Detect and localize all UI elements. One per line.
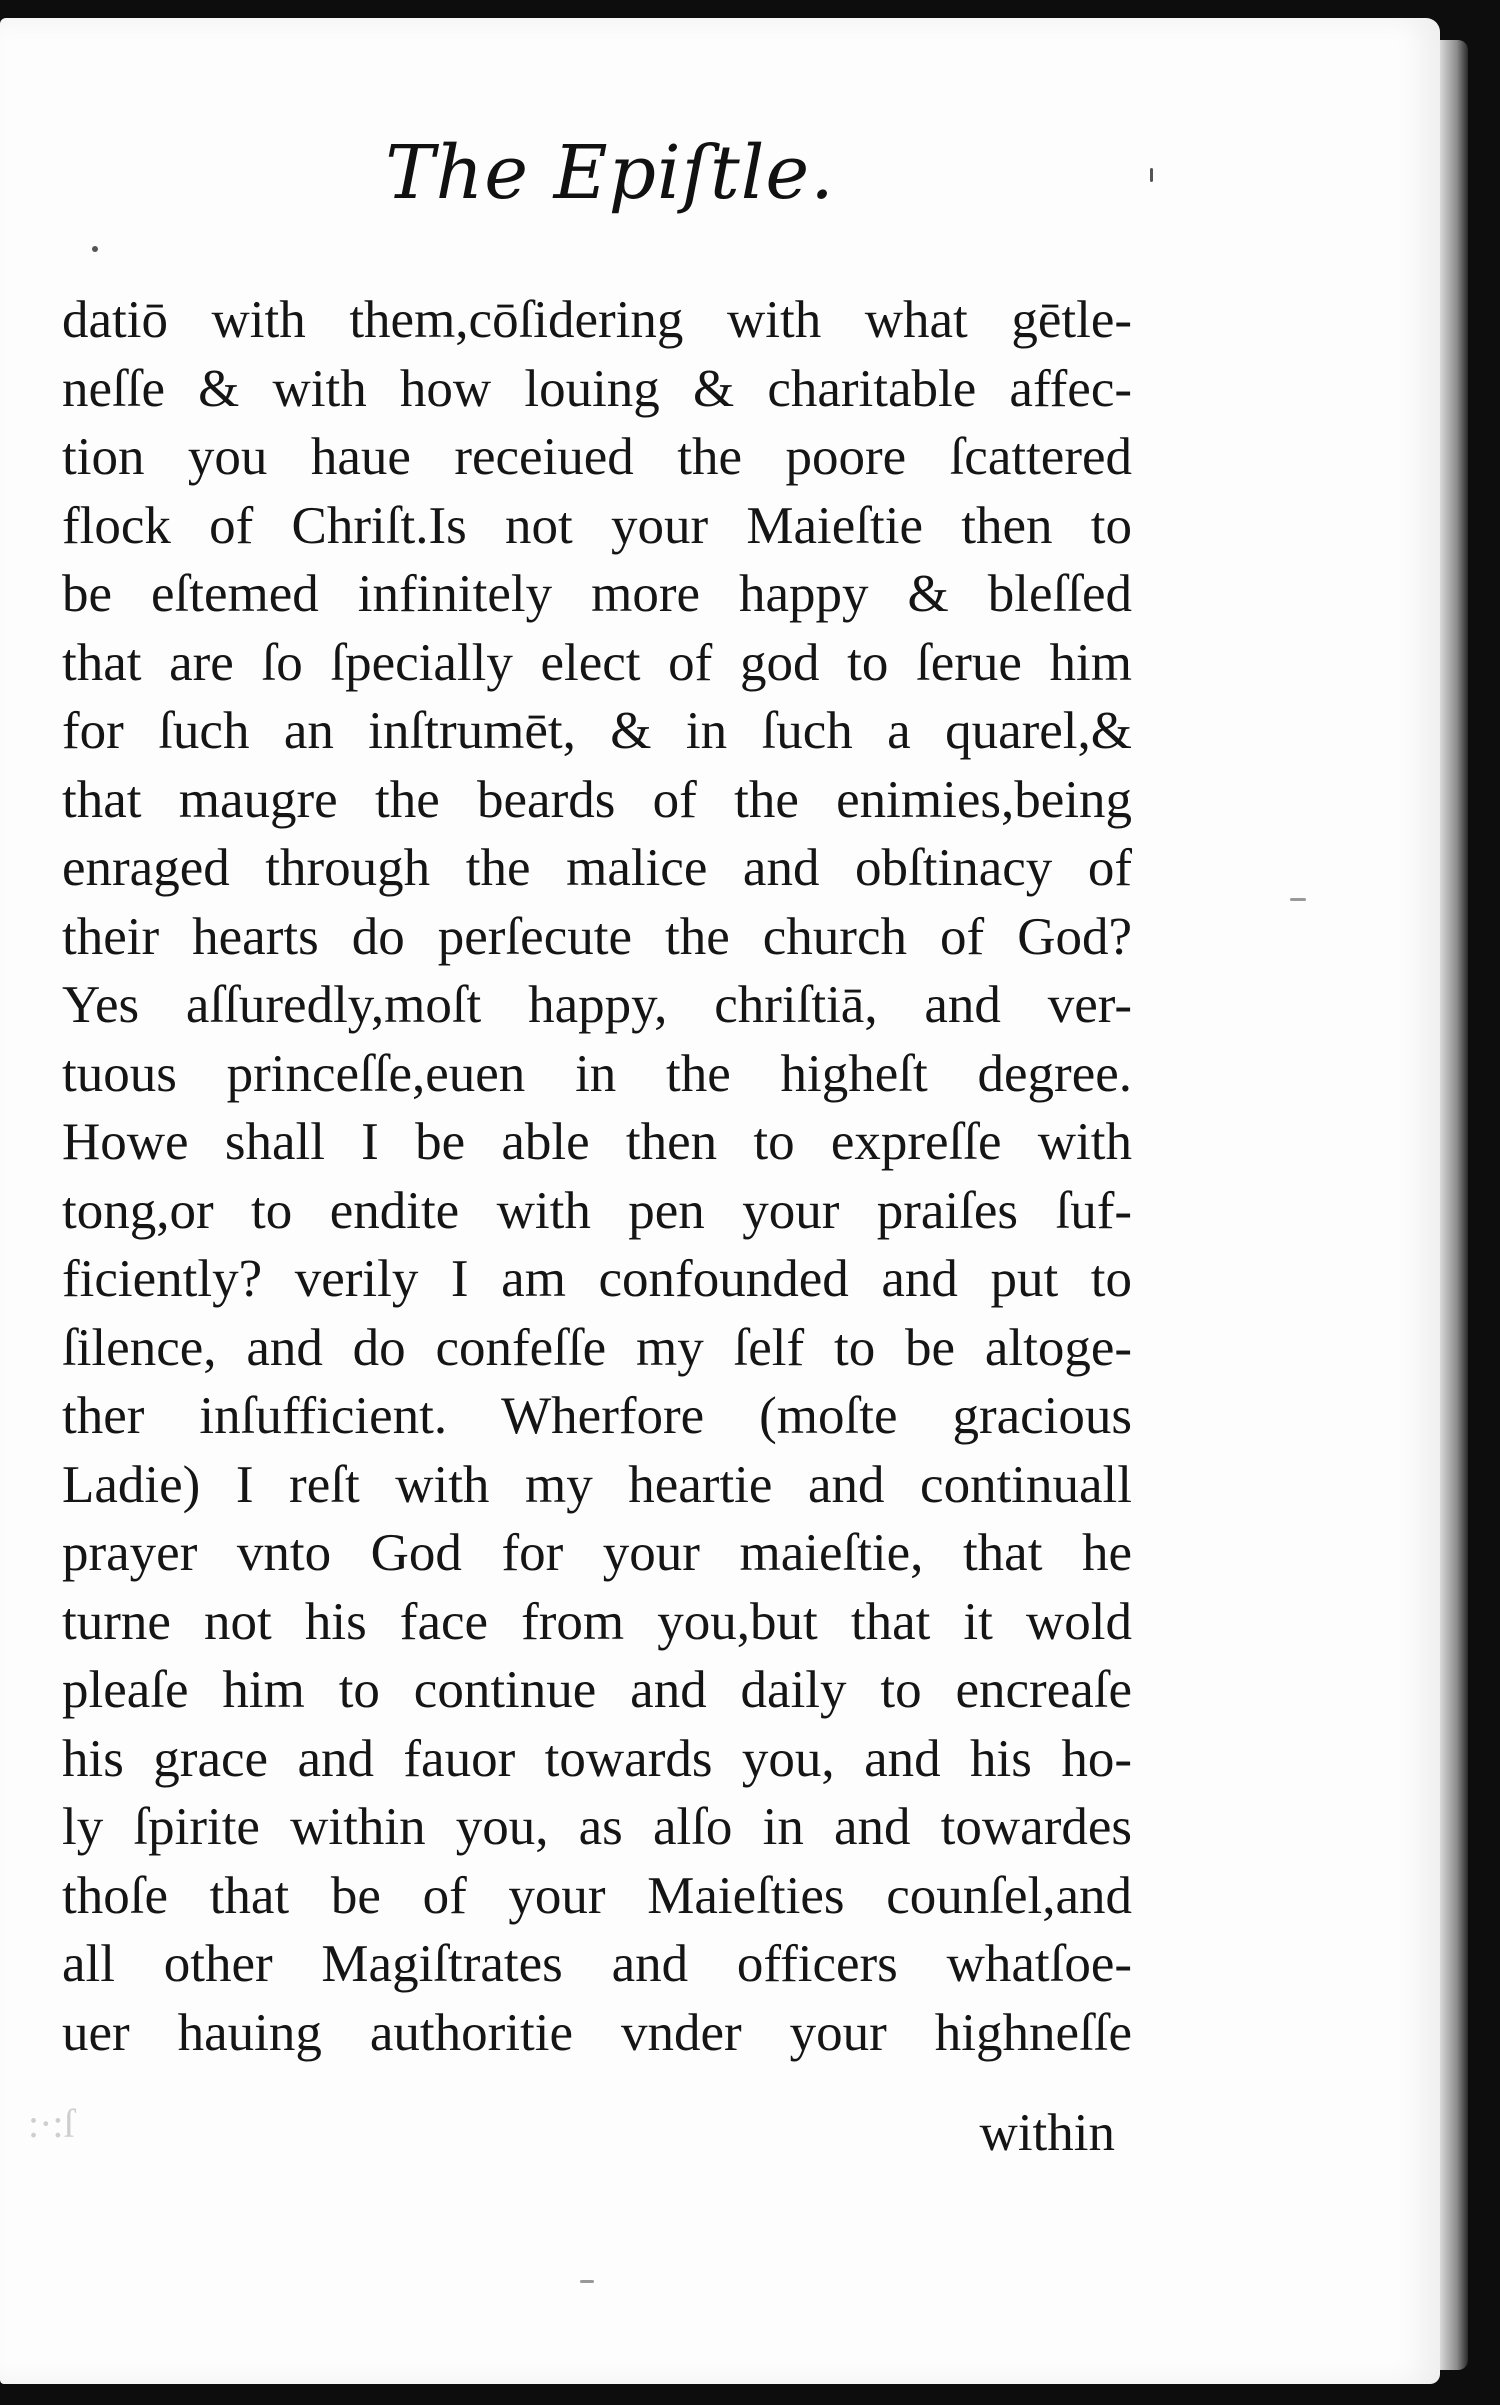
- ink-speck: [1150, 168, 1153, 182]
- text-line: turne not his face from you,but that it wold: [62, 1592, 1132, 1651]
- text-line: that maugre the beards of the enimies,being: [62, 770, 1132, 829]
- text-line: tuous princeſſe,euen in the higheſt degree.: [62, 1044, 1132, 1103]
- ink-speck: [580, 2280, 594, 2283]
- text-line: all other Magiſtrates and officers whatſoe-: [62, 1935, 1132, 1993]
- text-line: flock of Chriſt.Is not your Maieſtie then to: [62, 496, 1132, 555]
- text-line: tong,or to endite with pen your praiſes ſuf-: [62, 1181, 1132, 1240]
- bleed-through-mark: :·:ſ: [28, 2101, 75, 2146]
- text-line: datiō with them,cōſidering with what gētle-: [62, 291, 1132, 349]
- text-line: for ſuch an inſtrumēt, & in ſuch a quarel,&: [62, 702, 1132, 760]
- text-line: neſſe & with how louing & charitable affec-: [62, 359, 1132, 418]
- running-head: The Epiſtle.: [385, 130, 835, 216]
- text-line: thoſe that be of your Maieſties counſel,and: [62, 1866, 1132, 1925]
- catchword: within: [979, 2104, 1115, 2162]
- text-line: ther inſufficient. Wherfore (moſte gracious: [62, 1387, 1132, 1445]
- text-line: enraged through the malice and obſtinacy of: [62, 839, 1132, 897]
- ink-speck: [1290, 898, 1306, 901]
- text-line: uer hauing authoritie vnder your highneſſe: [62, 2003, 1132, 2062]
- book-page: [0, 18, 1440, 2384]
- text-line: their hearts do perſecute the church of God?: [62, 907, 1132, 966]
- text-line: his grace and fauor towards you, and his ho-: [62, 1729, 1132, 1788]
- text-line: Ladie) I reſt with my heartie and continuall: [62, 1455, 1132, 1514]
- text-line: ſilence, and do confeſſe my ſelf to be altoge-: [62, 1318, 1132, 1377]
- text-line: Yes aſſuredly,moſt happy, chriſtiā, and ver-: [62, 976, 1132, 1034]
- text-line: that are ſo ſpecially elect of god to ſerue him: [62, 633, 1132, 692]
- text-line: pleaſe him to continue and daily to encreaſe: [62, 1661, 1132, 1719]
- text-line: prayer vnto God for your maieſtie, that he: [62, 1524, 1132, 1582]
- text-line: tion you haue receiued the poore ſcattered: [62, 428, 1132, 486]
- ink-speck: [92, 246, 98, 252]
- page-edge: [1440, 40, 1468, 2370]
- body-text: [62, 286, 1132, 2067]
- text-line: be eſtemed infinitely more happy & bleſſed: [62, 565, 1132, 623]
- text-line: ly ſpirite within you, as alſo in and towardes: [62, 1798, 1132, 1856]
- text-line: Howe shall I be able then to expreſſe with: [62, 1113, 1132, 1171]
- text-line: ficiently? verily I am confounded and put to: [62, 1250, 1132, 1308]
